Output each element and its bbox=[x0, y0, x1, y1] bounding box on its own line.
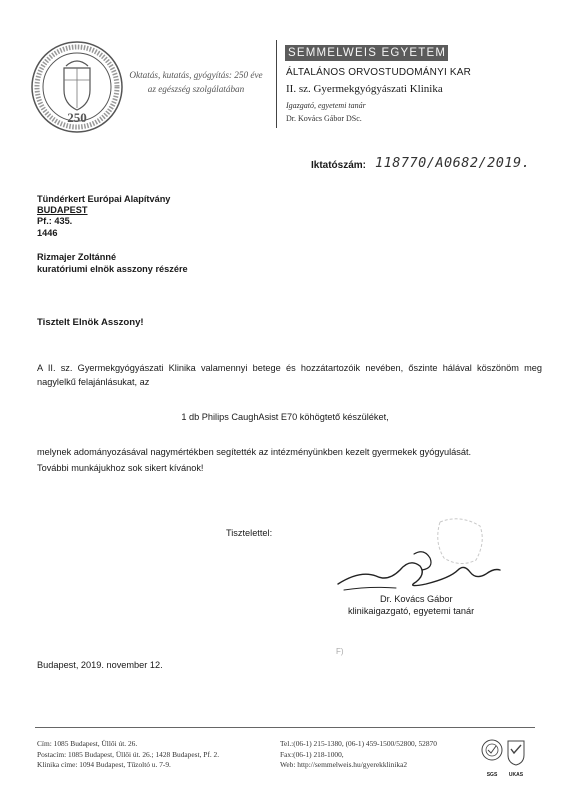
recipient-person-role: kuratóriumi elnök asszony részére bbox=[37, 264, 188, 274]
footer-divider bbox=[35, 727, 535, 728]
sgs-label: SGS bbox=[486, 772, 498, 778]
footer-phone: Tel.:(06-1) 215-1380, (06-1) 459-1500/52800, 52870 bbox=[280, 739, 437, 748]
paragraph-1: A II. sz. Gyermekgyógyászati Klinika valamennyi betege és hozzátartozóik nevében, őszinte hálával köszönöm meg nagylelkű felajánlásukat, az bbox=[37, 363, 542, 387]
paragraph-2: melynek adományozásával nagymértékben segítették az intézményünkben kezelt gyermekek gyógyulását. bbox=[37, 447, 472, 457]
director-name: Dr. Kovács Gábor DSc. bbox=[286, 114, 362, 123]
university-banner: SEMMELWEIS EGYETEM bbox=[285, 45, 448, 61]
ukas-label: UKAS bbox=[508, 772, 524, 778]
recipient-org: Tündérkert Európai Alapítvány bbox=[37, 194, 171, 204]
signer-name: Dr. Kovács Gábor bbox=[380, 594, 453, 604]
footer-contacts bbox=[280, 739, 437, 771]
letter-date: Budapest, 2019. november 12. bbox=[37, 660, 163, 670]
recipient-person: Rizmajer Zoltánné bbox=[37, 252, 117, 262]
sgs-certification bbox=[480, 737, 504, 777]
footer-address-line: Cím: 1085 Budapest, Üllői út. 26. bbox=[37, 739, 138, 748]
recipient-city: BUDAPEST bbox=[37, 205, 88, 215]
recipient-zip: 1446 bbox=[37, 228, 58, 238]
university-seal bbox=[30, 40, 124, 134]
footer-address-line: Postacím: 1085 Budapest, Üllői út. 26.; 1428 Budapest, Pf. 2. bbox=[37, 749, 220, 759]
director-role: Igazgató, egyetemi tanár bbox=[286, 101, 366, 110]
reference-label: Iktatószám: bbox=[311, 160, 367, 171]
ukas-certification bbox=[505, 737, 527, 777]
reference-number: 118770/A0682/2019. bbox=[375, 155, 531, 171]
faculty-name: ÁLTALÁNOS ORVOSTUDOMÁNYI KAR bbox=[286, 67, 472, 78]
device-line: 1 db Philips CaughAsist E70 köhögtető készüléket, bbox=[181, 412, 389, 422]
closing: Tisztelettel: bbox=[226, 528, 273, 538]
motto-line-2: az egészség szolgálatában bbox=[147, 84, 245, 94]
salutation: Tisztelt Elnök Asszony! bbox=[37, 317, 144, 328]
header-divider bbox=[276, 40, 277, 128]
signature bbox=[330, 540, 510, 600]
recipient-pobox: Pf.: 435. bbox=[37, 216, 73, 226]
sgs-icon bbox=[480, 737, 504, 767]
footer-fax: Fax:(06-1) 218-1000, bbox=[280, 749, 344, 759]
ukas-crown-icon bbox=[505, 737, 527, 767]
paragraph-3: További munkájukhoz sok sikert kívánok! bbox=[37, 463, 204, 473]
footer-addresses bbox=[37, 739, 219, 771]
footer-address-line: Klinika címe: 1094 Budapest, Tűzoltó u. 7-9. bbox=[37, 760, 171, 769]
seal-number: 250 bbox=[67, 110, 87, 125]
signer-title: klinikaigazgató, egyetemi tanár bbox=[348, 606, 475, 616]
motto bbox=[118, 68, 274, 96]
ink-mark: F) bbox=[336, 647, 344, 656]
clinic-name: II. sz. Gyermekgyógyászati Klinika bbox=[286, 83, 443, 95]
footer-web: Web: http://semmelweis.hu/gyerekklinika2 bbox=[280, 760, 408, 769]
motto-line-1: Oktatás, kutatás, gyógyítás: 250 éve bbox=[129, 70, 263, 80]
